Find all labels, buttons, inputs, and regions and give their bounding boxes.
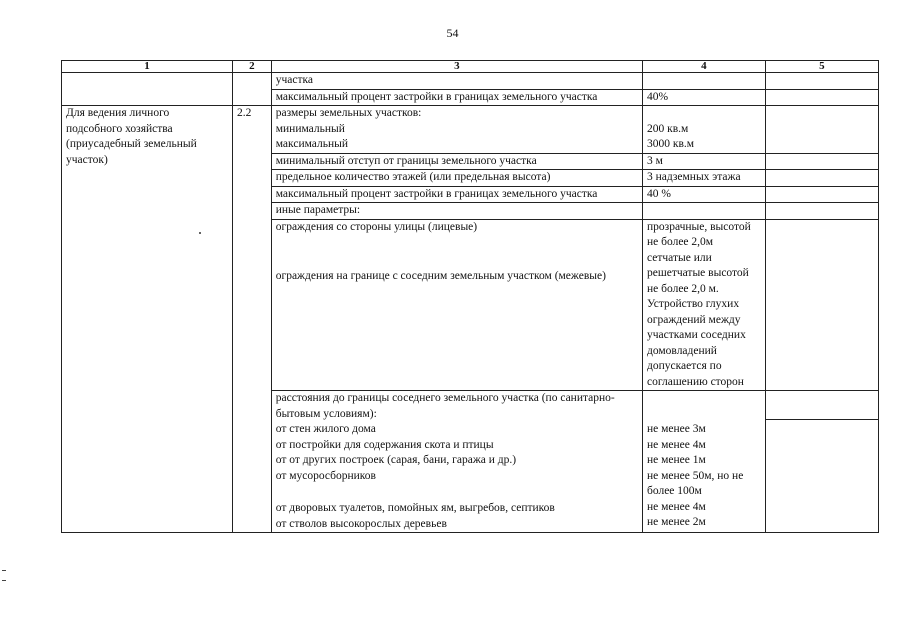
header-cell-1: 1	[62, 61, 233, 73]
cell-param: максимальный процент застройки в границах земельного участка	[271, 186, 642, 203]
value-max: 3000 кв.м	[647, 138, 695, 150]
distance-item: от от других построек (сарая, бани, гаража и др.)	[275, 454, 517, 466]
distance-value: не менее 4м	[647, 500, 706, 513]
cell-code: 2.2	[232, 106, 271, 533]
cell-param: участка	[271, 73, 642, 90]
distance-value: не менее 2м	[647, 516, 706, 528]
cell-value	[643, 73, 766, 90]
scan-speck	[199, 232, 201, 234]
cell-note	[765, 203, 878, 220]
table-row	[62, 73, 879, 90]
cell-param: минимальный отступ от границы земельного участка	[271, 153, 642, 170]
fence-boundary-value: сетчатые или решетчатые высотой не более 2,0 м. Устройство глухих ограждений между участками соседних домовладений допускается по соглашению сторон	[647, 251, 749, 388]
cell-param	[271, 391, 642, 533]
cell-note	[765, 170, 878, 187]
cell-empty	[62, 73, 233, 106]
table-header-row	[62, 61, 879, 73]
cell-note	[765, 391, 878, 533]
cell-note	[765, 89, 878, 106]
distance-value: не менее 50м, но не более 100м	[647, 469, 744, 497]
cell-value	[643, 106, 766, 154]
margin-mark	[2, 570, 6, 571]
cell-land-use-type: Для ведения личного подсобного хозяйства (приусадебный земельный участок)	[62, 106, 233, 533]
margin-mark	[2, 580, 6, 581]
distance-item: от дворовых туалетов, помойных ям, выгребов, септиков	[275, 502, 555, 514]
header-cell-2: 2	[232, 61, 271, 73]
parameters-table	[61, 60, 879, 533]
distance-title: расстояния до границы соседнего земельного участка (по санитарно-бытовым условиям):	[275, 392, 615, 420]
value-min: 200 кв.м	[647, 122, 689, 135]
header-cell-4: 4	[643, 61, 766, 73]
header-cell-3: 3	[271, 61, 642, 73]
distance-item: от стволов высокорослых деревьев	[275, 517, 447, 530]
fence-street-value: прозрачные, высотой не более 2,0м	[647, 220, 751, 248]
cell-param: иные параметры:	[271, 203, 642, 220]
cell-note	[765, 153, 878, 170]
distance-item: от мусоросборников	[275, 469, 376, 482]
cell-param: максимальный процент застройки в границах земельного участка	[271, 89, 642, 106]
cell-value: 40%	[643, 89, 766, 106]
cell-value	[643, 391, 766, 533]
cell-param	[271, 106, 642, 154]
table-row	[62, 106, 879, 154]
distance-value: не менее 4м	[647, 438, 706, 451]
cell-value	[643, 219, 766, 391]
cell-param: предельное количество этажей (или предельная высота)	[271, 170, 642, 187]
cell-value: 3 надземных этажа	[643, 170, 766, 187]
cell-note	[765, 73, 878, 90]
distance-value: не менее 1м	[647, 454, 706, 466]
distance-item: от постройки для содержания скота и птицы	[275, 438, 494, 451]
cell-value: 40 %	[643, 186, 766, 203]
cell-note	[765, 186, 878, 203]
cell-value	[643, 203, 766, 220]
distance-value: не менее 3м	[647, 423, 706, 435]
cell-param	[271, 219, 642, 391]
cell-empty	[232, 73, 271, 106]
cell-value: 3 м	[643, 153, 766, 170]
param-max: максимальный	[275, 138, 349, 150]
header-cell-5: 5	[765, 61, 878, 73]
cell-note	[765, 106, 878, 154]
fence-street: ограждения со стороны улицы (лицевые)	[275, 220, 478, 233]
param-min: минимальный	[275, 122, 345, 135]
page-number: 54	[446, 26, 459, 40]
distance-item: от стен жилого дома	[275, 423, 376, 435]
fence-boundary: ограждения на границе с соседним земельным участком (межевые)	[275, 270, 606, 282]
param-title: размеры земельных участков:	[275, 107, 422, 119]
cell-note	[765, 219, 878, 391]
